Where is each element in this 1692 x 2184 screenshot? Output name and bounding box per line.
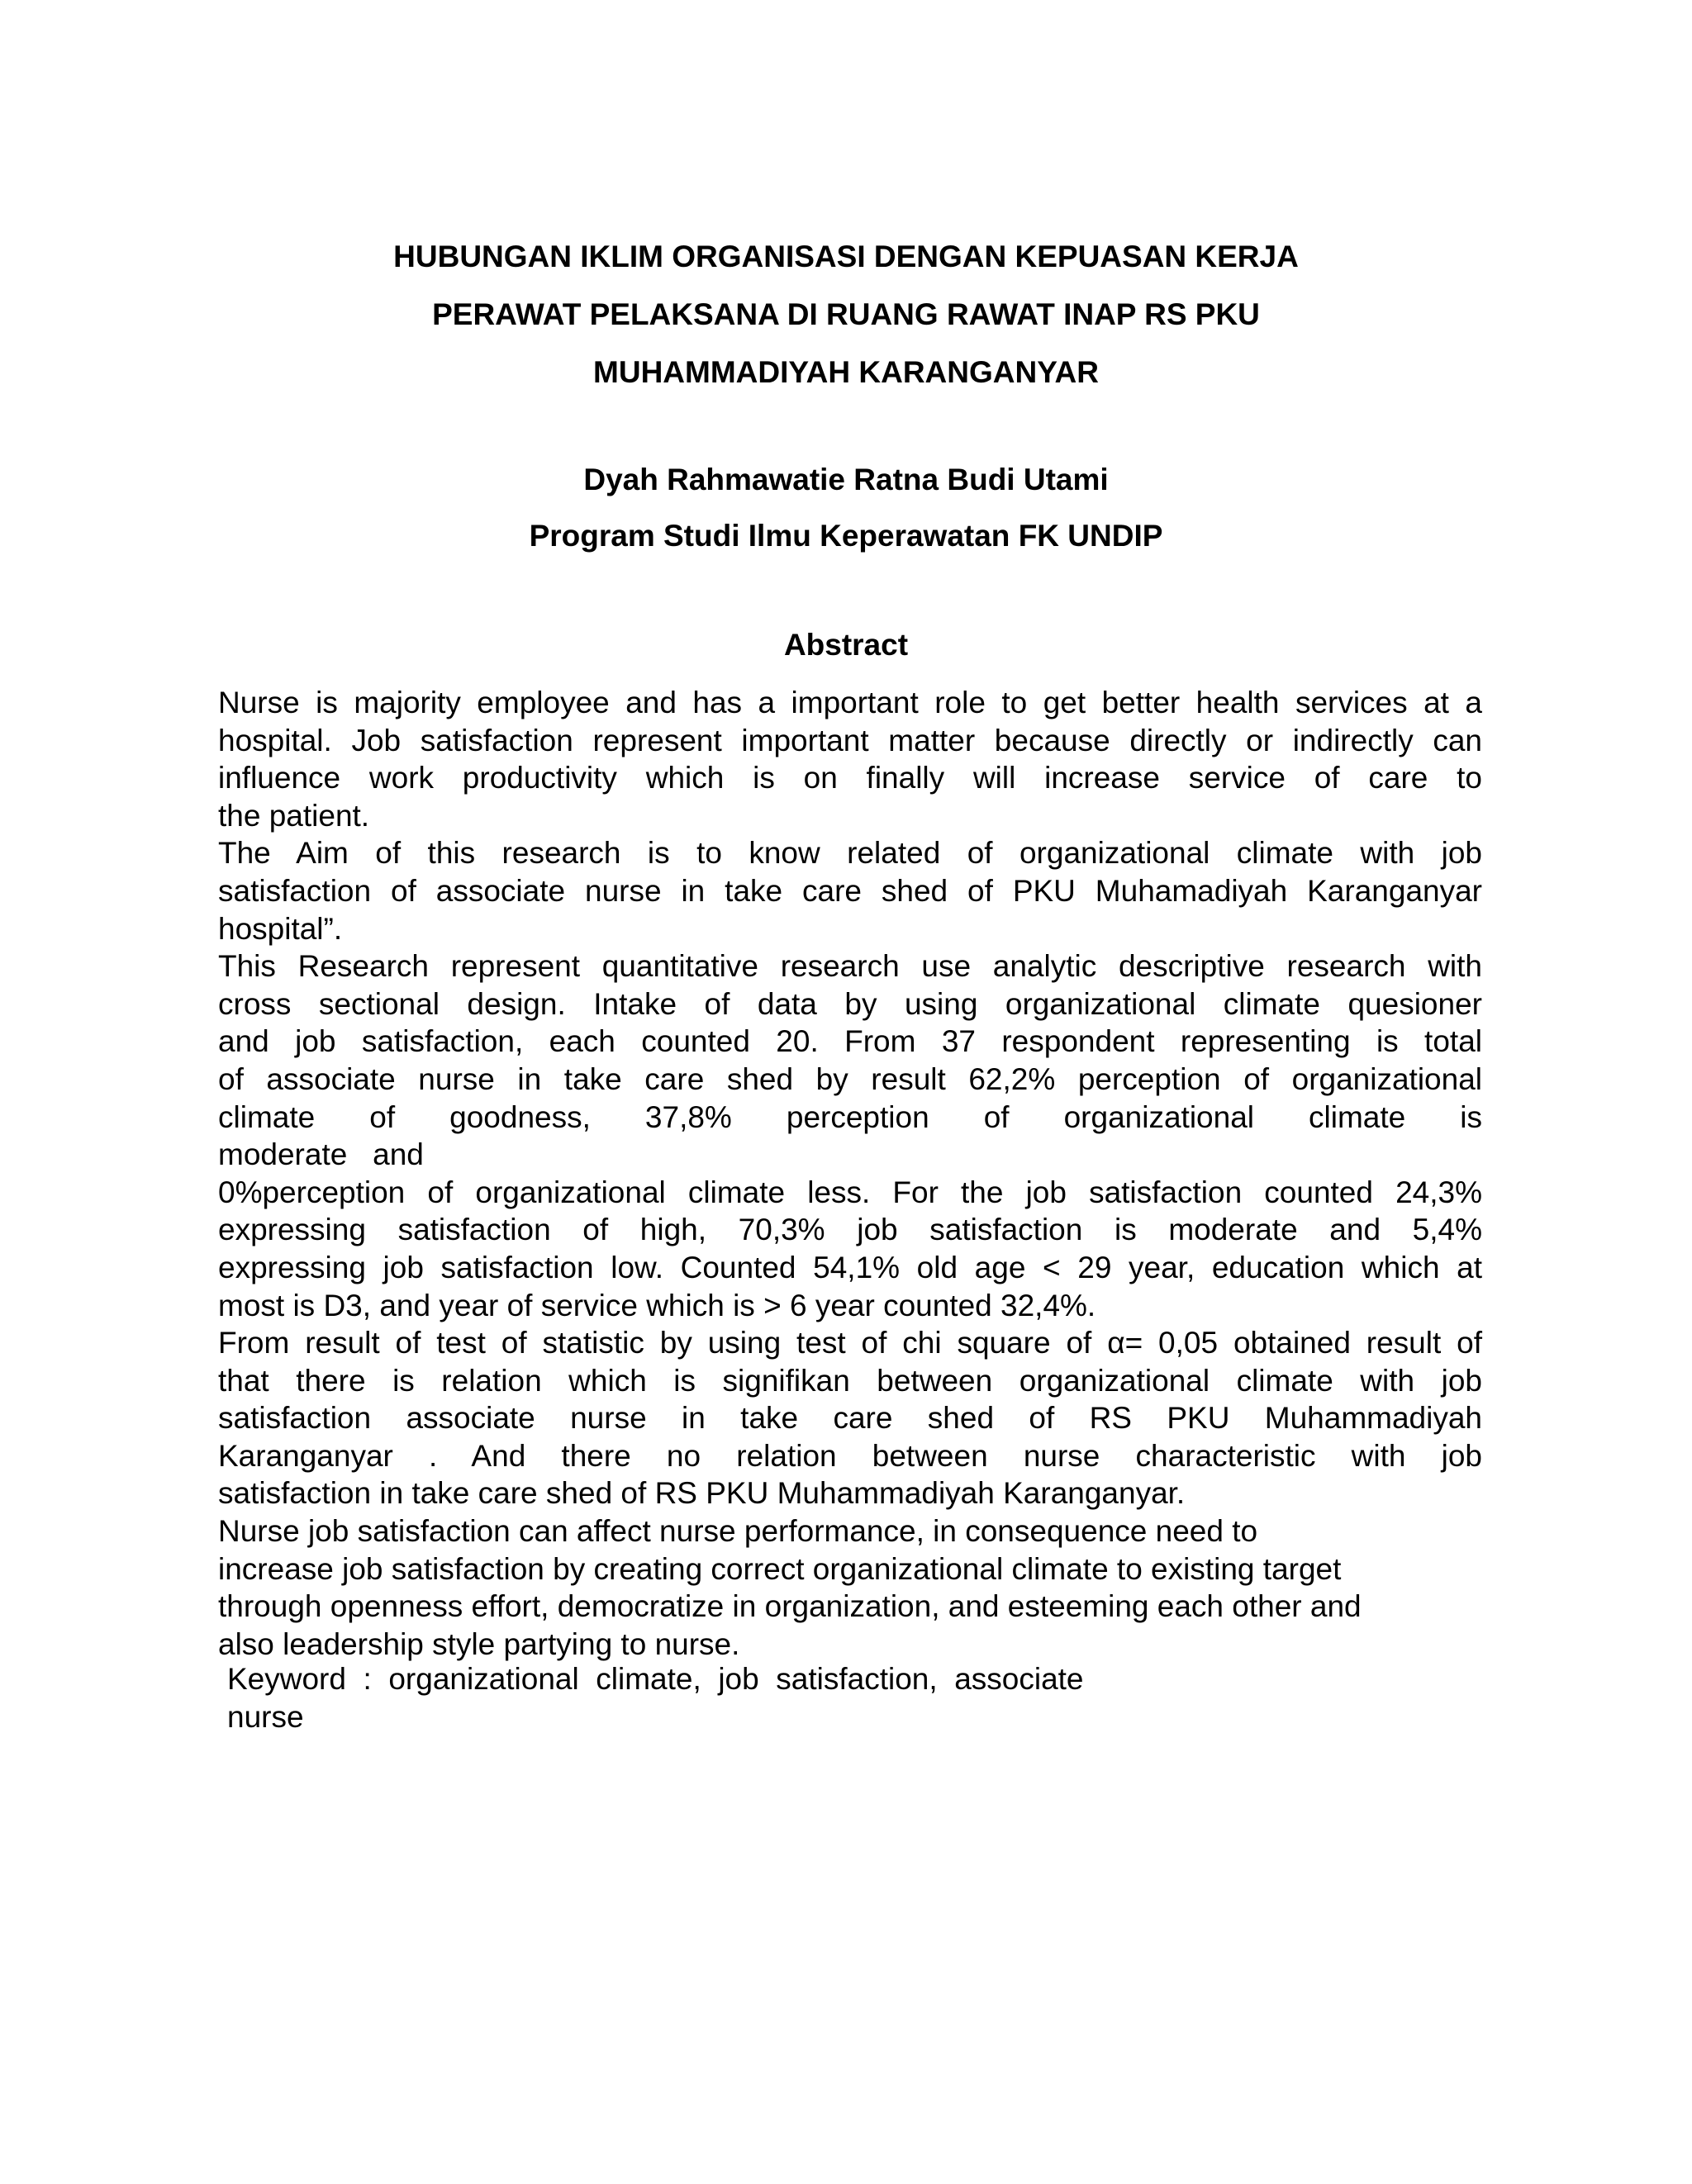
abstract-body: [218, 684, 1482, 1663]
abstract-line: From result of test of statistic by using test of chi square of α= 0,05 obtained result of: [218, 1326, 1482, 1360]
author-name: Dyah Rahmawatie Ratna Budi Utami: [583, 463, 1109, 496]
abstract-line: moderate and: [218, 1137, 424, 1172]
paper-title: [218, 228, 1474, 401]
abstract-line: 0%perception of organizational climate less. For the job satisfaction counted 24,3%: [218, 1175, 1482, 1209]
abstract-line: of associate nurse in take care shed by result 62,2% perception of organizational: [218, 1061, 1482, 1096]
abstract-line: and job satisfaction, each counted 20. From 37 respondent representing is total: [218, 1024, 1482, 1059]
abstract-line: Karanganyar . And there no relation between nurse characteristic with job: [218, 1438, 1482, 1473]
abstract-line: that there is relation which is signifikan between organizational climate with job: [218, 1363, 1482, 1398]
abstract-heading: Abstract: [783, 628, 909, 662]
abstract-line: hospital”.: [218, 911, 343, 946]
abstract-line: cross sectional design. Intake of data by using organizational climate quesioner: [218, 986, 1482, 1021]
abstract-line: through openness effort, democratize in organization, and esteeming each other and: [218, 1589, 1362, 1624]
abstract-line: satisfaction of associate nurse in take care shed of PKU Muhamadiyah Karanganyar: [218, 873, 1482, 908]
title-line-3: MUHAMMADIYAH KARANGANYAR: [593, 355, 1099, 389]
author-affiliation: Program Studi Ilmu Keperawatan FK UNDIP: [529, 519, 1163, 553]
author-info: [218, 452, 1474, 564]
abstract-line: expressing job satisfaction low. Counted 54,1% old age < 29 year, education which at: [218, 1250, 1482, 1284]
abstract-line: increase job satisfaction by creating correct organizational climate to existing target: [218, 1551, 1342, 1586]
abstract-line: the patient.: [218, 798, 370, 833]
keywords: [227, 1660, 1301, 1735]
abstract-line: satisfaction in take care shed of RS PKU Muhammadiyah Karanganyar.: [218, 1476, 1186, 1511]
abstract-line: hospital. Job satisfaction represent important matter because directly or indirectly can: [218, 723, 1482, 757]
abstract-line: influence work productivity which is on finally will increase service of care to: [218, 761, 1482, 795]
abstract-line: Nurse is majority employee and has a important role to get better health services at a: [218, 686, 1482, 719]
keywords-line-2: nurse: [227, 1699, 304, 1734]
title-line-2: PERAWAT PELAKSANA DI RUANG RAWAT INAP RS PKU: [432, 297, 1260, 331]
abstract-line: expressing satisfaction of high, 70,3% job satisfaction is moderate and 5,4%: [218, 1213, 1482, 1247]
abstract-line: This Research represent quantitative research use analytic descriptive research with: [218, 949, 1482, 984]
abstract-line: satisfaction associate nurse in take care shed of RS PKU Muhammadiyah: [218, 1401, 1482, 1436]
keywords-line-1: Keyword : organizational climate, job satisfaction, associate: [227, 1662, 1084, 1696]
title-line-1: HUBUNGAN IKLIM ORGANISASI DENGAN KEPUASAN KERJA: [393, 240, 1299, 273]
abstract-line: climate of goodness, 37,8% perception of organizational climate is: [218, 1099, 1482, 1134]
abstract-line: also leadership style partying to nurse.: [218, 1626, 740, 1661]
abstract-line: The Aim of this research is to know related of organizational climate with job: [218, 836, 1482, 871]
abstract-line: most is D3, and year of service which is > 6 year counted 32,4%.: [218, 1288, 1096, 1322]
abstract-line: Nurse job satisfaction can affect nurse performance, in consequence need to: [218, 1514, 1258, 1549]
